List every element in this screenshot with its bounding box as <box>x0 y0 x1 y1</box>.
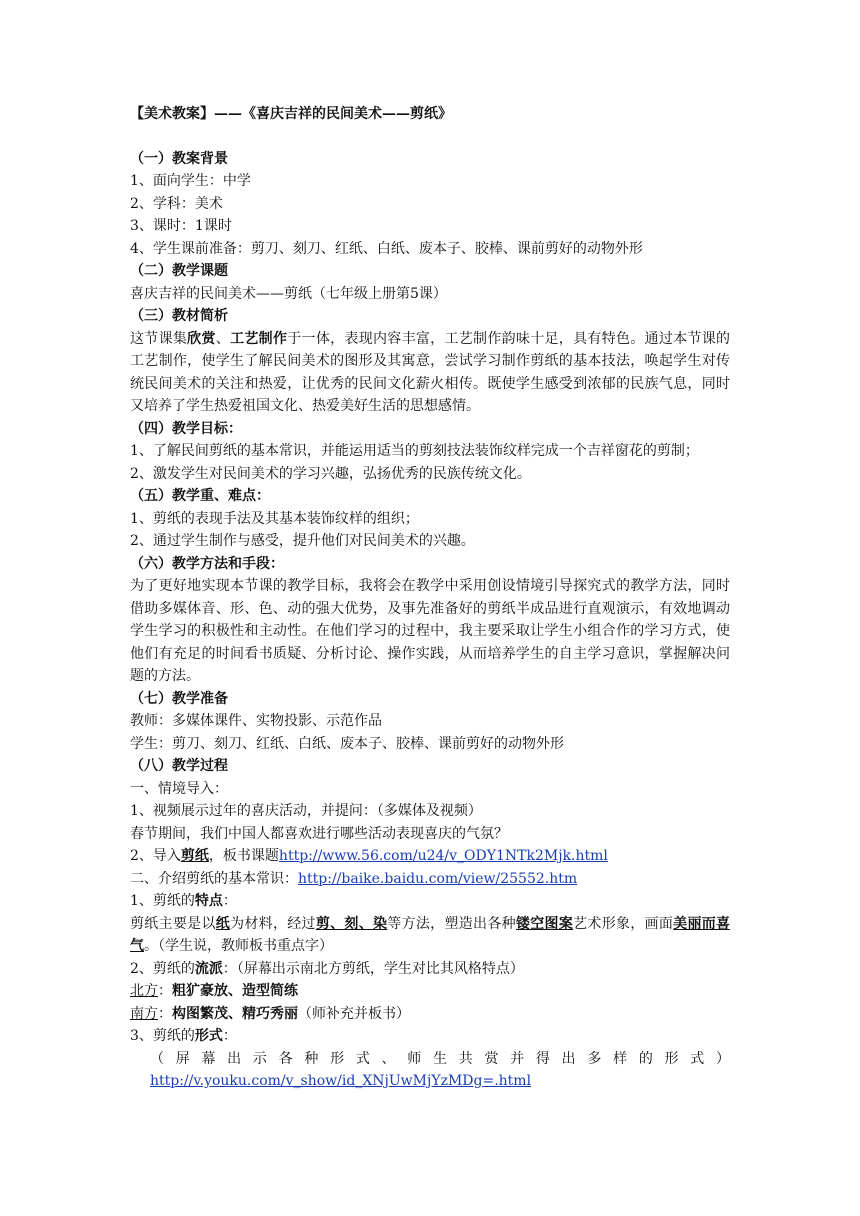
process-line <box>130 1070 730 1093</box>
section-5-heading: （五）教学重、难点： <box>130 488 270 504</box>
process-line: 1、视频展示过年的喜庆活动，并提问：（多媒体及视频） <box>130 803 482 819</box>
section-7-line: 学生：剪刀、刻刀、红纸、白纸、废本子、胶棒、课前剪好的动物外形 <box>130 735 564 752</box>
process-line: 3、剪纸的形式： <box>130 1028 237 1044</box>
section-6-heading: （六）教学方法和手段： <box>130 555 284 572</box>
process-line: 南方：构图繁茂、精巧秀丽（师补充并板书） <box>130 1005 410 1022</box>
section-4-line: 1、了解民间剪纸的基本常识，并能运用适当的剪刻技法装饰纹样完成一个吉祥窗花的剪制； <box>130 443 699 459</box>
process-line: 一、情境导入： <box>130 780 228 797</box>
process-line: 2、剪纸的流派：（屏幕出示南北方剪纸，学生对比其风格特点） <box>130 960 524 977</box>
section-3-heading: （三）教材简析 <box>130 308 228 324</box>
document-title: 【美术教案】——《喜庆吉祥的民间美术——剪纸》 <box>130 106 452 122</box>
section-2-heading: （二）教学课题 <box>130 263 228 279</box>
section-7-line: 教师：多媒体课件、实物投影、示范作品 <box>130 713 382 729</box>
section-1-line: 1、面向学生：中学 <box>130 173 251 189</box>
section-1-line: 2、学科：美术 <box>130 195 223 212</box>
document-page <box>130 103 730 1093</box>
process-paragraph: 剪纸主要是以纸为材料，经过剪、刻、染等方法，塑造出各种镂空图案艺术形象，画面美丽而喜气。（学生说，教师板书重点字） <box>130 915 731 954</box>
section-7-heading: （七）教学准备 <box>130 690 228 707</box>
process-line: 1、剪纸的特点： <box>130 893 237 909</box>
process-line: 2、导入剪纸，板书课题http://www.56.com/u24/v_ODY1NTk2Mjk.html <box>130 848 608 864</box>
section-6-paragraph: 为了更好地实现本节课的教学目标，我将会在教学中采用创设情境引导探究式的教学方法，同时借助多媒体音、形、色、动的强大优势，及事先准备好的剪纸半成品进行直观演示，有效地调动学生学习的积极性和主动性。在他们学习的过程中，我主要采取让学生小组合作的学习方式，使他们有充足的时间看书质疑、分析讨论、操作实践，从而培养学生的自主学习意识，掌握解决问题的方法。 <box>130 578 730 684</box>
section-1-line: 3、课时：1课时 <box>130 218 232 234</box>
section-3-paragraph: 这节课集欣赏、工艺制作于一体，表现内容丰富，工艺制作韵味十足，具有特色。通过本节课的工艺制作，使学生了解民间美术的图形及其寓意，尝试学习制作剪纸的基本技法，唤起学生对传统民间美术的关注和热爱，让优秀的民间文化薪火相传。既使学生感受到浓郁的民族气息，同时又培养了学生热爱祖国文化、热爱美好生活的思想感情。 <box>130 330 731 414</box>
process-line: 春节期间，我们中国人都喜欢进行哪些活动表现喜庆的气氛？ <box>130 825 508 842</box>
section-8-heading: （八）教学过程 <box>130 758 228 774</box>
section-5-line: 1、剪纸的表现手法及其基本装饰纹样的组织； <box>130 510 419 527</box>
process-line-spaced: （屏幕出示各种形式、师生共赏并得出多样的形式） <box>150 1050 730 1067</box>
process-line: 二、介绍剪纸的基本常识：http://baike.baidu.com/view/25552.htm <box>130 870 578 887</box>
baike-link[interactable]: http://baike.baidu.com/view/25552.htm <box>298 870 578 887</box>
section-4-line: 2、激发学生对民间美术的学习兴趣，弘扬优秀的民族传统文化。 <box>130 465 531 482</box>
section-2-line: 喜庆吉祥的民间美术——剪纸（七年级上册第5课） <box>130 285 447 302</box>
section-5-line: 2、通过学生制作与感受，提升他们对民间美术的兴趣。 <box>130 533 475 549</box>
section-1-heading: （一）教案背景 <box>130 150 228 167</box>
section-4-heading: （四）教学目标： <box>130 420 242 437</box>
video-link[interactable]: http://www.56.com/u24/v_ODY1NTk2Mjk.html <box>278 848 608 864</box>
section-1-line: 4、学生课前准备：剪刀、刻刀、红纸、白纸、废本子、胶棒、课前剪好的动物外形 <box>130 240 643 257</box>
youku-link[interactable]: http://v.youku.com/v_show/id_XNjUwMjYzMDg=.html <box>150 1073 532 1089</box>
process-line: 北方：粗犷豪放、造型简练 <box>130 983 298 999</box>
